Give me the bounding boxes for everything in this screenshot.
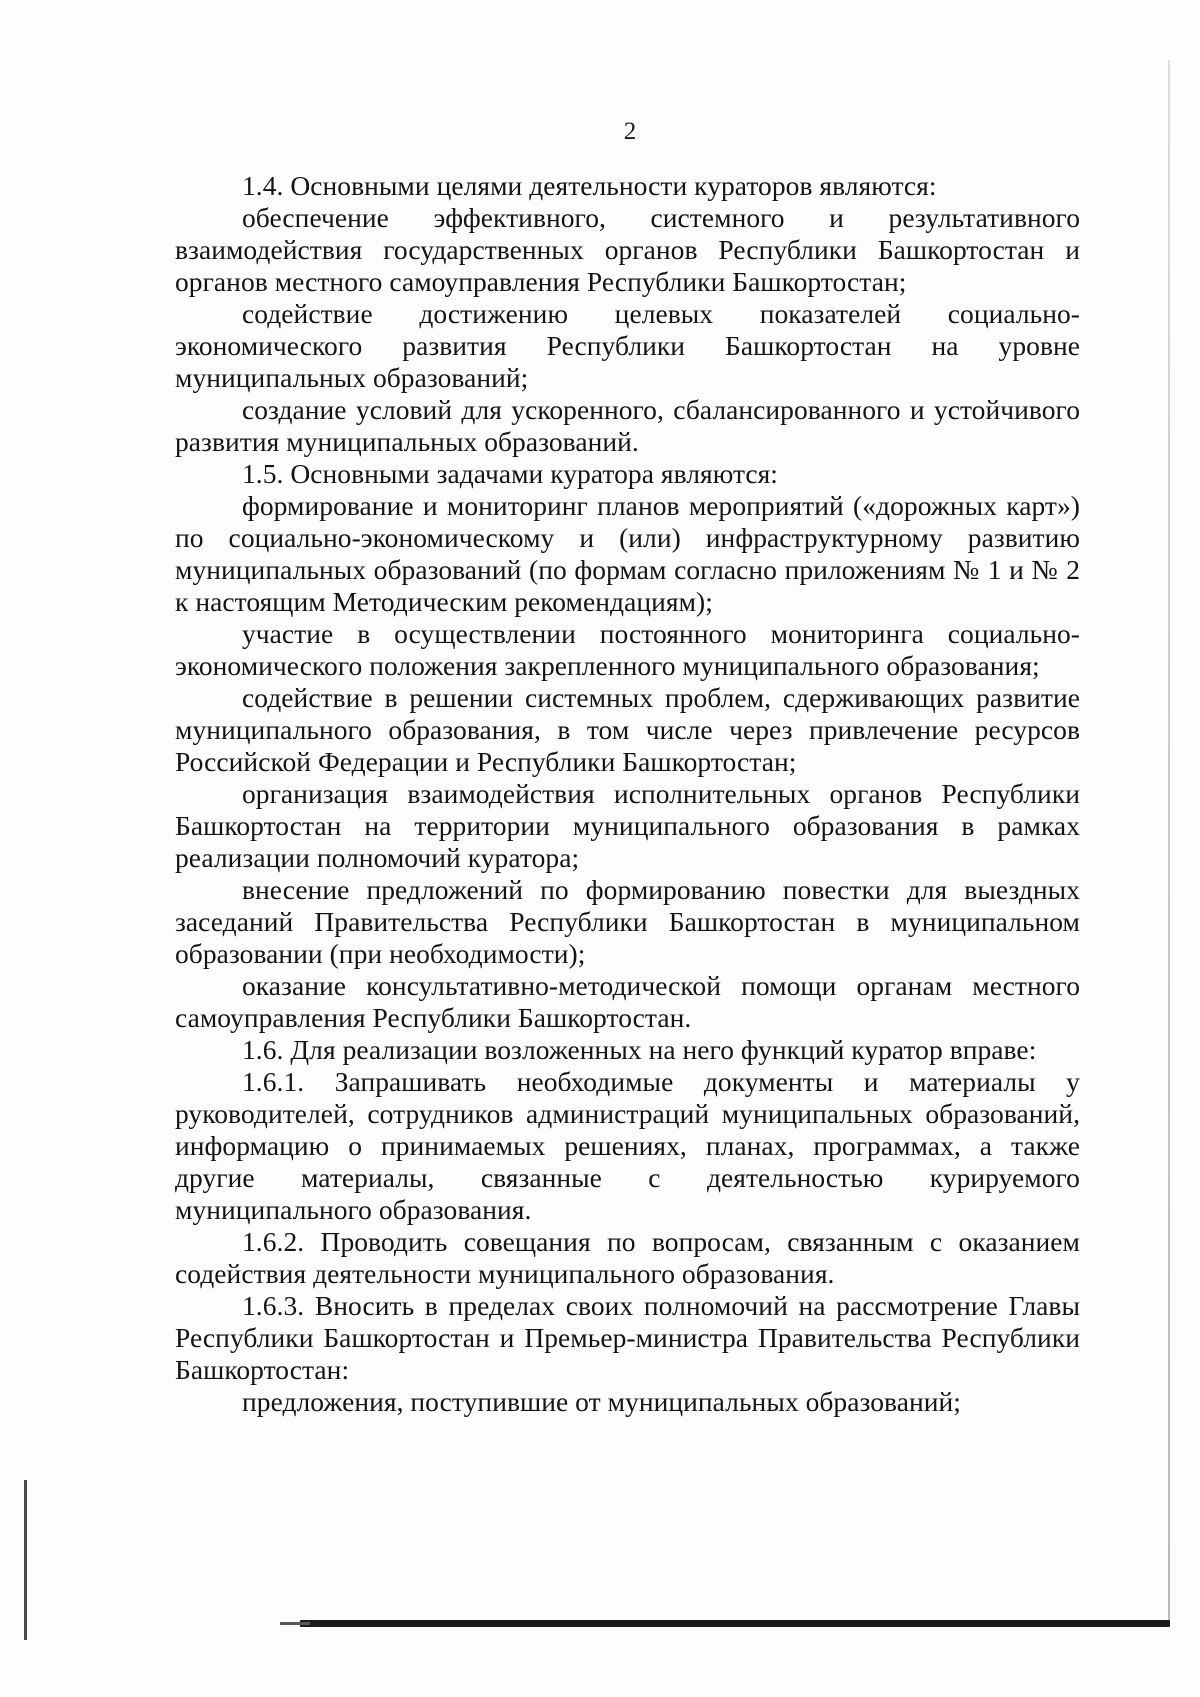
document-body xyxy=(175,170,1080,1418)
paragraph-1-6-1: 1.6.1. Запрашивать необходимые документы и материалы у руководителей, сотрудников администраций муниципальных образований, информацию о принимаемых решениях, планах, программах, а также другие материалы, связанные с деятельностью курируемого муниципального образования. xyxy=(175,1066,1080,1225)
paragraph-1-5: 1.5. Основными задачами куратора являются: xyxy=(242,458,778,489)
page-number: 2 xyxy=(623,118,637,145)
scan-bottom-bar xyxy=(300,1620,1170,1627)
paragraph-task-4: организация взаимодействия исполнительных органов Республики Башкортостан на территории муниципального образования в рамках реализации полномочий куратора; xyxy=(175,778,1080,873)
paragraph-task-6: оказание консультативно-методической помощи органам местного самоуправления Республики Башкортостан. xyxy=(175,970,1080,1033)
scan-edge-left xyxy=(24,1480,27,1640)
paragraph-goal-3: создание условий для ускоренного, сбалансированного и устойчивого развития муниципальных образований. xyxy=(175,394,1080,457)
paragraph-1-4: 1.4. Основными целями деятельности кураторов являются: xyxy=(242,170,937,201)
paragraph-1-6-2: 1.6.2. Проводить совещания по вопросам, связанным с оказанием содействия деятельности муниципального образования. xyxy=(175,1226,1080,1289)
paragraph-goal-2: содействие достижению целевых показателей социально-экономического развития Республики Башкортостан на уровне муниципальных образований; xyxy=(175,298,1080,393)
paragraph-1-6: 1.6. Для реализации возложенных на него функций куратор вправе: xyxy=(242,1034,1037,1065)
paragraph-task-2: участие в осуществлении постоянного мониторинга социально-экономического положения закрепленного муниципального образования; xyxy=(175,618,1080,681)
paragraph-goal-1: обеспечение эффективного, системного и результативного взаимодействия государственных органов Республики Башкортостан и органов местного самоуправления Республики Башкортостан; xyxy=(175,202,1080,297)
paragraph-task-3: содействие в решении системных проблем, сдерживающих развитие муниципального образования, в том числе через привлечение ресурсов Российской Федерации и Республики Башкортостан; xyxy=(175,682,1080,777)
paragraph-task-5: внесение предложений по формированию повестки для выездных заседаний Правительства Республики Башкортостан в муниципальном образовании (при необходимости); xyxy=(175,874,1080,969)
paragraph-1-6-3: 1.6.3. Вносить в пределах своих полномочий на рассмотрение Главы Республики Башкортостан и Премьер-министра Правительства Республики Башкортостан: xyxy=(175,1290,1080,1385)
paragraph-task-1: формирование и мониторинг планов мероприятий («дорожных карт») по социально-экономическому и (или) инфраструктурному развитию муниципальных образований (по формам согласно приложениям № 1 и № 2 к настоящим Методическим рекомендациям); xyxy=(175,490,1080,617)
paragraph-proposals: предложения, поступившие от муниципальных образований; xyxy=(242,1386,961,1417)
scan-edge-right xyxy=(1168,60,1170,1620)
